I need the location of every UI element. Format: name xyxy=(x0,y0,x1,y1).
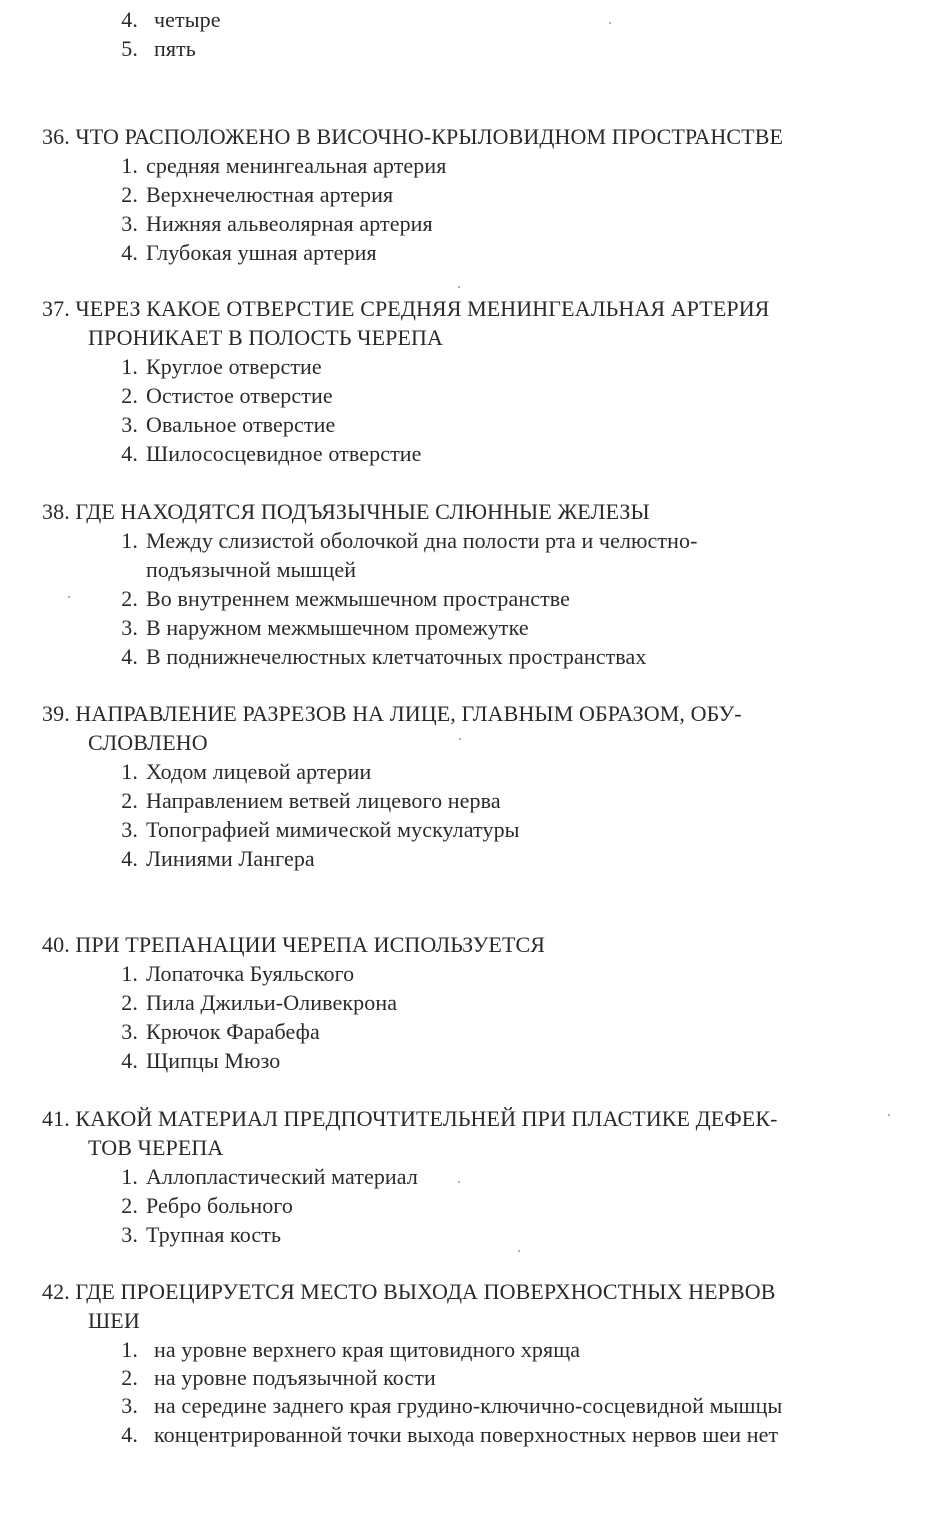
question-title-continued: СЛОВЛЕНО xyxy=(88,730,208,755)
scan-speck xyxy=(518,1250,520,1252)
question-title-continued: ТОВ ЧЕРЕПА xyxy=(88,1135,224,1160)
option-number: 3. xyxy=(121,1019,138,1044)
option-text: Остистое отверстие xyxy=(146,383,333,408)
question-title: 38. ГДЕ НАХОДЯТСЯ ПОДЪЯЗЫЧНЫЕ СЛЮННЫЕ ЖЕЛЕЗЫ xyxy=(42,499,650,524)
option-text: Направлением ветвей лицевого нерва xyxy=(146,788,501,813)
option-text: на уровне подъязычной кости xyxy=(154,1365,436,1390)
option-number: 3. xyxy=(121,615,138,640)
option-text: Глубокая ушная артерия xyxy=(146,240,377,265)
option-text: В поднижнечелюстных клетчаточных пространствах xyxy=(146,644,647,669)
option-text: Шилососцевидное отверстие xyxy=(146,441,422,466)
option-number: 1. xyxy=(121,759,138,784)
option-number: 4. xyxy=(121,240,138,265)
scan-speck xyxy=(609,22,611,24)
option-text: Крючок Фарабефа xyxy=(146,1019,320,1044)
option-text: Между слизистой оболочкой дна полости рта и челюстно- xyxy=(146,528,698,553)
scan-speck xyxy=(68,596,70,598)
option-number: 4. xyxy=(121,644,138,669)
option-text: Пила Джильи-Оливекрона xyxy=(146,990,398,1015)
option-number: 2. xyxy=(121,1193,138,1218)
option-text: Аллопластический материал xyxy=(146,1164,418,1189)
option-text: Во внутреннем межмышечном пространстве xyxy=(146,586,571,611)
question-title: 37. ЧЕРЕЗ КАКОЕ ОТВЕРСТИЕ СРЕДНЯЯ МЕНИНГЕАЛЬНАЯ АРТЕРИЯ xyxy=(42,296,770,321)
option-number: 2. xyxy=(121,990,138,1015)
option-text: Топографией мимической мускулатуры xyxy=(146,817,520,842)
answer-option-continued: подъязычной мышцей xyxy=(146,557,357,582)
option-text: на уровне верхнего края щитовидного хряща xyxy=(154,1337,581,1362)
option-number: 3. xyxy=(121,211,138,236)
option-text: Ребро больного xyxy=(146,1193,293,1218)
option-text: средняя менингеальная артерия xyxy=(146,153,447,178)
scan-speck xyxy=(458,1181,460,1183)
scan-speck xyxy=(458,286,460,288)
question-title: 41. КАКОЙ МАТЕРИАЛ ПРЕДПОЧТИТЕЛЬНЕЙ ПРИ ПЛАСТИКЕ ДЕФЕК- xyxy=(42,1106,778,1131)
scan-speck xyxy=(888,1114,890,1116)
option-number: 3. xyxy=(121,1222,138,1247)
item-number: 4. xyxy=(121,7,138,32)
option-text: Верхнечелюстная артерия xyxy=(146,182,394,207)
option-text: Линиями Лангера xyxy=(146,846,315,871)
option-number: 1. xyxy=(121,961,138,986)
option-number: 3. xyxy=(121,1393,138,1418)
option-number: 3. xyxy=(121,817,138,842)
option-text: Ходом лицевой артерии xyxy=(146,759,372,784)
option-text: Нижняя альвеолярная артерия xyxy=(146,211,433,236)
question-title-continued: ПРОНИКАЕТ В ПОЛОСТЬ ЧЕРЕПА xyxy=(88,325,443,350)
option-number: 1. xyxy=(121,153,138,178)
option-number: 1. xyxy=(121,528,138,553)
option-text: на середине заднего края грудино-ключично-сосцевидной мышцы xyxy=(154,1393,783,1418)
option-text: Круглое отверстие xyxy=(146,354,322,379)
question-title: 42. ГДЕ ПРОЕЦИРУЕТСЯ МЕСТО ВЫХОДА ПОВЕРХНОСТНЫХ НЕРВОВ xyxy=(42,1279,776,1304)
option-number: 2. xyxy=(121,1365,138,1390)
option-number: 4. xyxy=(121,1422,138,1447)
option-text: В наружном межмышечном промежутке xyxy=(146,615,529,640)
option-number: 2. xyxy=(121,182,138,207)
option-text: концентрированной точки выхода поверхностных нервов шеи нет xyxy=(154,1422,779,1447)
option-text: Лопаточка Буяльского xyxy=(146,961,355,986)
question-title: 36. ЧТО РАСПОЛОЖЕНО В ВИСОЧНО-КРЫЛОВИДНОМ ПРОСТРАНСТВЕ xyxy=(42,124,784,149)
option-number: 4. xyxy=(121,1048,138,1073)
item-text: пять xyxy=(154,36,196,61)
option-number: 3. xyxy=(121,412,138,437)
question-title-continued: ШЕИ xyxy=(88,1308,140,1333)
option-number: 2. xyxy=(121,383,138,408)
option-number: 4. xyxy=(121,846,138,871)
question-title: 40. ПРИ ТРЕПАНАЦИИ ЧЕРЕПА ИСПОЛЬЗУЕТСЯ xyxy=(42,932,546,957)
option-text: Щипцы Мюзо xyxy=(146,1048,281,1073)
option-number: 4. xyxy=(121,441,138,466)
option-number: 1. xyxy=(121,1164,138,1189)
option-number: 2. xyxy=(121,788,138,813)
option-number: 2. xyxy=(121,586,138,611)
question-title: 39. НАПРАВЛЕНИЕ РАЗРЕЗОВ НА ЛИЦЕ, ГЛАВНЫМ ОБРАЗОМ, ОБУ- xyxy=(42,701,742,726)
item-text: четыре xyxy=(154,7,221,32)
option-number: 1. xyxy=(121,354,138,379)
scan-speck xyxy=(459,738,461,740)
option-text: Овальное отверстие xyxy=(146,412,336,437)
item-number: 5. xyxy=(121,36,138,61)
option-number: 1. xyxy=(121,1337,138,1362)
option-text: Трупная кость xyxy=(146,1222,282,1247)
